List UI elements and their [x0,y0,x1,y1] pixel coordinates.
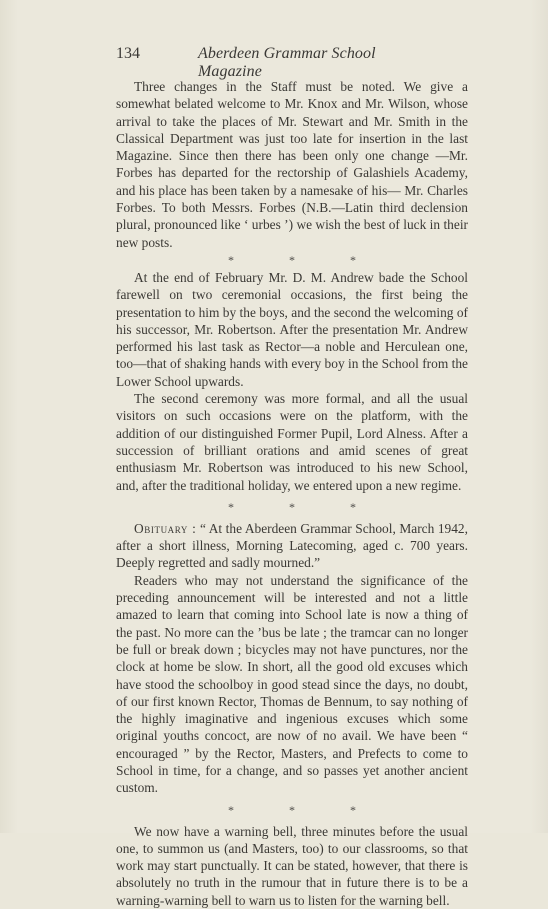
obituary-text: “ At the Aberdeen Grammar School, March 1942, after a short illness, Morning Latecoming, aged c. 700 years. Deeply regretted and sadly mourned.” [116,520,468,571]
paragraph-latecoming: Readers who may not understand the significance of the preceding announcement will be interested and not a little amazed to learn that coming into School late is now a thing of the past. No more can the ’bus be late ; the tramcar can no longer be full or break down ; bicycles may not have punctures, nor the clock at home be slow. In short, all the good old excuses which have stood the schoolboy in good stead since the days, no doubt, of our first known Rector, Thomas de Bennum, to say nothing of the highly imaginative and ingenious excuses which some original youths concoct, are now of no avail. We have been “ encouraged ” by the Rector, Masters, and Prefects to come to School in time, for a change, and so passes yet another ancient custom. [116,572,468,796]
paragraph-rector-farewell: At the end of February Mr. D. M. Andrew bade the School farewell on two ceremonial occasions, the first being the presentation to him by the boys, and the second the welcoming of his successor, Mr. Robertson. After the presentation Mr. Andrew performed his last task as Rector—a noble and Herculean one, too—that of shaking hands with every boy in the School from the Lower School upwards. [116,269,468,389]
paragraph-obituary [116,520,468,572]
section-separator: * * * [228,252,382,267]
paragraph-staff-changes: Three changes in the Staff must be noted. We give a somewhat belated welcome to Mr. Knox and Mr. Wilson, whose arrival to take the places of Mr. Stewart and Mr. Smith in the Classical Department was just too late for insertion in the last Magazine. Since then there has been only one change —Mr. Forbes has departed for the rectorship of Galashiels Academy, and his place has been taken by a namesake of his— Mr. Charles Forbes. To both Messrs. Forbes (N.B.—Latin third declension plural, pronounced like ‘ urbes ’) we wish the best of luck in their new posts. [116,79,468,250]
section-separator: * * * [228,499,382,514]
paragraph-warning-bell: We now have a warning bell, three minutes before the usual one, to summon us (and Masters, too) to our classrooms, so that work may start punctually. It can be stated, however, that there is absolutely no truth in the rumour that in future there is to be a warning-warning bell to warn us to listen for the warning bell. [116,823,468,908]
section-separator: * * * [228,802,382,817]
page-number: 134 [116,45,140,62]
page-header [116,45,436,80]
paragraph-second-ceremony: The second ceremony was more formal, and all the usual visitors on such occasions were on the platform, with the addition of our distinguished Former Pupil, Lord Alness. After a succession of brilliant orations and amid scenes of great enthusiasm Mr. Robertson was introduced to his new School, and, after the traditional holiday, we entered upon a new regime. [116,391,468,493]
article-body [116,78,468,909]
obituary-label: Obituary : [134,520,197,536]
running-title: Aberdeen Grammar School Magazine [198,45,376,80]
